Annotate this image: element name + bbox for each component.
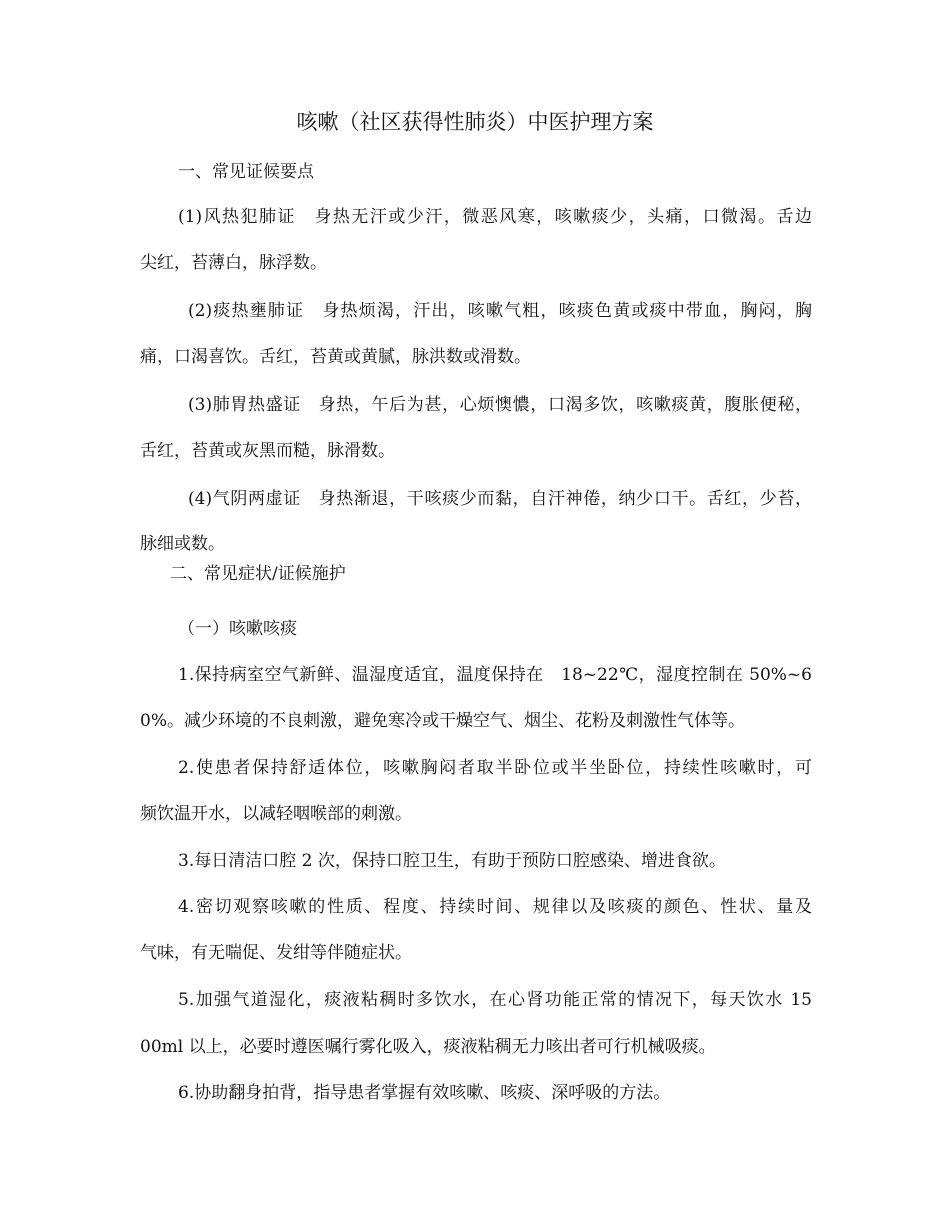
document-title: 咳嗽（社区获得性肺炎）中医护理方案 xyxy=(296,110,654,134)
item-3-line-1: 3.每日清洁口腔 2 次，保持口腔卫生，有助于预防口腔感染、增进食欲。 xyxy=(178,851,726,871)
item-6-line-1: 6.协助翻身拍背，指导患者掌握有效咳嗽、咳痰、深呼吸的方法。 xyxy=(178,1083,671,1103)
syndrome-2-line-2: 痛，口渴喜饮。舌红，苔黄或黄腻，脉洪数或滑数。 xyxy=(140,347,531,367)
item-2-line-2: 频饮温开水，以减轻咽喉部的刺激。 xyxy=(140,804,412,824)
syndrome-4-line-1: (4)气阴两虚证 身热渐退，干咳痰少而黏，自汗神倦，纳少口干。舌红，少苔， xyxy=(188,489,812,509)
item-5-line-1: 5.加强气道湿化，痰液粘稠时多饮水，在心肾功能正常的情况下，每天饮水 15 xyxy=(178,990,812,1010)
syndrome-2-line-1: (2)痰热壅肺证 身热烦渴，汗出，咳嗽气粗，咳痰色黄或痰中带血，胸闷，胸 xyxy=(188,301,812,321)
syndrome-3-line-1: (3)肺胃热盛证 身热，午后为甚，心烦懊憹，口渴多饮，咳嗽痰黄，腹胀便秘， xyxy=(188,395,812,415)
syndrome-4-line-2: 脉细或数。 xyxy=(140,534,225,554)
section-heading-syndromes: 一、常见证候要点 xyxy=(178,162,314,182)
section-heading-symptoms: 二、常见症状/证候施护 xyxy=(170,564,346,584)
item-1-line-2: 0%。减少环境的不良刺激，避免寒冷或干燥空气、烟尘、花粉及刺激性气体等。 xyxy=(140,711,745,731)
item-1-line-1: 1.保持病室空气新鲜、温湿度适宜，温度保持在 18~22℃，湿度控制在 50%~6 xyxy=(178,665,812,685)
item-2-line-1: 2.使患者保持舒适体位，咳嗽胸闷者取半卧位或半坐卧位，持续性咳嗽时，可 xyxy=(178,758,812,778)
item-4-line-1: 4.密切观察咳嗽的性质、程度、持续时间、规律以及咳痰的颜色、性状、量及 xyxy=(178,897,812,917)
syndrome-3-line-2: 舌红，苔黄或灰黑而糙，脉滑数。 xyxy=(140,441,395,461)
syndrome-1-line-1: (1)风热犯肺证 身热无汗或少汗，微恶风寒，咳嗽痰少，头痛，口微渴。舌边 xyxy=(178,207,812,227)
subsection-heading-cough: （一）咳嗽咳痰 xyxy=(178,619,297,639)
item-4-line-2: 气味，有无喘促、发绀等伴随症状。 xyxy=(140,943,412,963)
syndrome-1-line-2: 尖红，苔薄白，脉浮数。 xyxy=(140,253,327,273)
item-5-line-2: 00ml 以上，必要时遵医嘱行雾化吸入，痰液粘稠无力咳出者可行机械吸痰。 xyxy=(140,1037,716,1057)
